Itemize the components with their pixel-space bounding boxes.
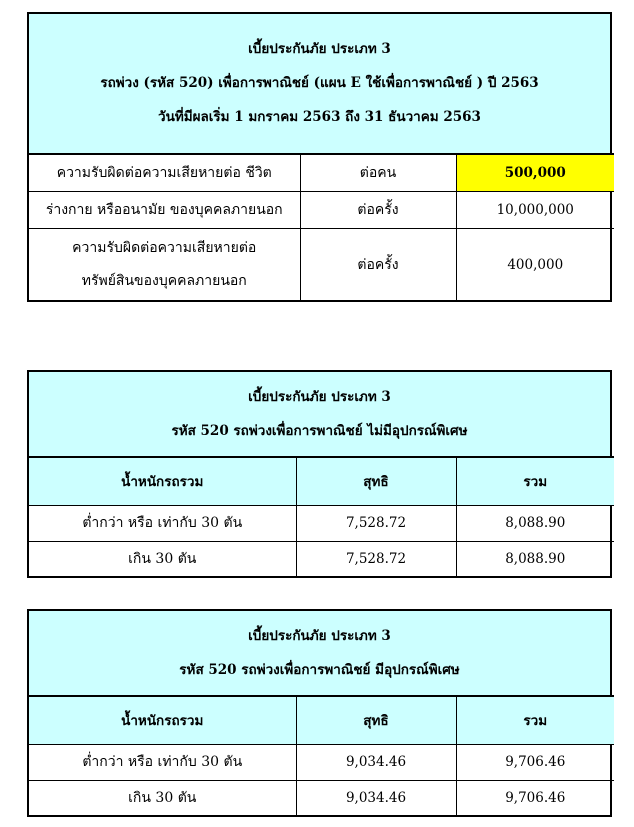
table-2-title-line-1: เบี้ยประกันภัย ประเภท 3	[248, 389, 391, 405]
weight-cell: ต่ำกว่า หรือ เท่ากับ 30 ตัน	[29, 744, 296, 780]
col-header-total: รวม	[456, 696, 614, 744]
liability-desc: ร่างกาย หรืออนามัย ของบุคคลภายนอก	[29, 191, 300, 228]
table-header-row	[29, 457, 614, 505]
table-1-title-line-2: รถพ่วง (รหัส 520) เพื่อการพาณิชย์ (แผน E ใช้เพื่อการพาณิชย์ ) ปี 2563	[100, 75, 539, 91]
table-2-header	[29, 372, 610, 456]
net-cell: 9,034.46	[296, 744, 456, 780]
table-row	[29, 505, 614, 541]
table-1-header	[29, 14, 610, 153]
premium-table-3	[27, 609, 612, 817]
weight-cell: เกิน 30 ตัน	[29, 541, 296, 577]
liability-amount: 10,000,000	[456, 191, 614, 228]
table-row	[29, 780, 614, 816]
table-1-title-line-1: เบี้ยประกันภัย ประเภท 3	[248, 41, 391, 57]
table-row	[29, 744, 614, 780]
total-cell: 8,088.90	[456, 505, 614, 541]
net-cell: 9,034.46	[296, 780, 456, 816]
property-liability-desc	[29, 228, 300, 301]
property-desc-line-1: ความรับผิดต่อความเสียหายต่อ	[72, 239, 257, 256]
property-desc-line-2: ทรัพย์สินของบุคคลภายนอก	[81, 272, 247, 289]
total-cell: 9,706.46	[456, 780, 614, 816]
table-header-row	[29, 696, 614, 744]
table-3-title-line-1: เบี้ยประกันภัย ประเภท 3	[248, 628, 391, 644]
liability-amount-highlight: 500,000	[456, 154, 614, 191]
premium-table-2	[27, 370, 612, 578]
liability-unit: ต่อคน	[300, 154, 456, 191]
total-cell: 9,706.46	[456, 744, 614, 780]
table-row	[29, 191, 614, 228]
table-row	[29, 154, 614, 191]
col-header-weight: น้ำหนักรถรวม	[29, 457, 296, 505]
net-cell: 7,528.72	[296, 505, 456, 541]
premium-no-equipment-table	[29, 456, 614, 577]
col-header-weight: น้ำหนักรถรวม	[29, 696, 296, 744]
liability-amount: 400,000	[456, 228, 614, 301]
table-3-header	[29, 611, 610, 695]
premium-table-1	[27, 12, 612, 302]
liability-table	[29, 153, 614, 301]
liability-unit: ต่อครั้ง	[300, 191, 456, 228]
table-2-title-line-2: รหัส 520 รถพ่วงเพื่อการพาณิชย์ ไม่มีอุปกรณ์พิเศษ	[171, 423, 468, 439]
premium-with-equipment-table	[29, 695, 614, 816]
table-1-title-line-3: วันที่มีผลเริ่ม 1 มกราคม 2563 ถึง 31 ธันวาคม 2563	[158, 109, 481, 125]
col-header-net: สุทธิ	[296, 696, 456, 744]
net-cell: 7,528.72	[296, 541, 456, 577]
weight-cell: ต่ำกว่า หรือ เท่ากับ 30 ตัน	[29, 505, 296, 541]
col-header-total: รวม	[456, 457, 614, 505]
liability-desc: ความรับผิดต่อความเสียหายต่อ ชีวิต	[29, 154, 300, 191]
weight-cell: เกิน 30 ตัน	[29, 780, 296, 816]
table-3-title-line-2: รหัส 520 รถพ่วงเพื่อการพาณิชย์ มีอุปกรณ์พิเศษ	[179, 662, 460, 678]
table-row	[29, 541, 614, 577]
total-cell: 8,088.90	[456, 541, 614, 577]
col-header-net: สุทธิ	[296, 457, 456, 505]
table-row	[29, 228, 614, 301]
liability-unit: ต่อครั้ง	[300, 228, 456, 301]
